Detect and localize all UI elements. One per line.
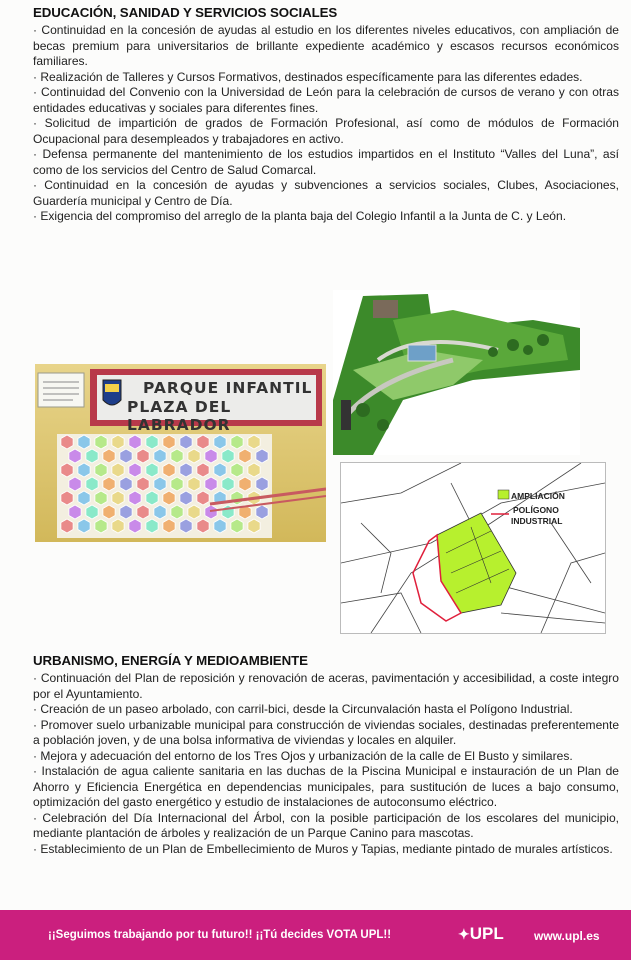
mosaic-tile — [86, 477, 98, 491]
mosaic-tile — [129, 491, 141, 505]
list-item: · Continuidad en la concesión de ayudas y subvenciones a servicios sociales, Clubes, Asociaciones, Guardería municipal y Centro de Día. — [33, 178, 619, 209]
industrial-expansion-map — [340, 462, 606, 634]
mosaic-tile — [146, 435, 158, 449]
mosaic-tile — [205, 505, 217, 519]
mosaic-tile — [214, 435, 226, 449]
mosaic-tile — [61, 491, 73, 505]
list-item: · Solicitud de impartición de grados de Formación Profesional, así como de módulos de Formación Ocupacional para desempleados y trabajadores en activo. — [33, 116, 619, 147]
mosaic-tile — [78, 491, 90, 505]
mosaic-tile — [256, 505, 268, 519]
mosaic-tile — [197, 463, 209, 477]
mosaic-tile — [222, 449, 234, 463]
list-item: · Continuidad del Convenio con la Universidad de León para la celebración de cursos de verano y con otras entidades educativas y sociales para diferentes fines. — [33, 85, 619, 116]
mosaic-tile — [180, 519, 192, 533]
mosaic-tile — [248, 463, 260, 477]
mosaic-tile — [103, 477, 115, 491]
mosaic-tile — [256, 477, 268, 491]
mosaic-tile — [197, 491, 209, 505]
mosaic-tile — [205, 449, 217, 463]
mosaic-tile — [137, 449, 149, 463]
urbanism-list — [33, 671, 619, 857]
section-title-education: EDUCACIÓN, SANIDAD Y SERVICIOS SOCIALES — [33, 5, 338, 20]
mosaic-tile — [163, 519, 175, 533]
aerial-park-rendering — [333, 290, 580, 455]
list-item: · Defensa permanente del mantenimiento de los estudios impartidos en el Instituto “Valles del Luna”, así como de los servicios del Centro de Salud Comarcal. — [33, 147, 619, 178]
mosaic-tile — [86, 449, 98, 463]
mosaic-tile — [197, 519, 209, 533]
mosaic-tile — [86, 505, 98, 519]
mosaic-tile — [120, 449, 132, 463]
mosaic-tile — [231, 463, 243, 477]
mosaic-tile — [163, 463, 175, 477]
mosaic-tile — [205, 477, 217, 491]
mosaic-tile — [222, 477, 234, 491]
list-item: · Continuación del Plan de reposición y renovación de aceras, pavimentación y accesibilidad, a coste integro por el Ayuntamiento. — [33, 671, 619, 702]
mosaic-tile — [239, 449, 251, 463]
list-item: · Exigencia del compromiso del arreglo de la planta baja del Colegio Infantil a la Junta de C. y León. — [33, 209, 619, 225]
map-legend-label-3: INDUSTRIAL — [511, 516, 563, 526]
list-item: · Realización de Talleres y Cursos Formativos, destinados específicamente para las diferentes edades. — [33, 70, 619, 86]
mosaic-tile — [112, 463, 124, 477]
mosaic-tile — [154, 477, 166, 491]
mosaic-tile — [248, 519, 260, 533]
list-item: · Creación de un paseo arbolado, con carril-bici, desde la Circunvalación hasta el Polígono Industrial. — [33, 702, 619, 718]
mosaic-tile — [137, 505, 149, 519]
mosaic-tile — [95, 519, 107, 533]
upl-logo — [458, 924, 504, 944]
mosaic-tile — [214, 463, 226, 477]
map-legend-label-2: POLÍGONO — [513, 505, 559, 515]
aerial-rendering-illustration — [333, 290, 580, 455]
mosaic-tile — [69, 505, 81, 519]
mosaic-tile — [137, 477, 149, 491]
mosaic-tile — [214, 519, 226, 533]
mosaic-tile — [171, 449, 183, 463]
mosaic-tile — [95, 463, 107, 477]
mosaic-tile — [78, 435, 90, 449]
mosaic-tile — [129, 519, 141, 533]
mosaic-tile — [112, 435, 124, 449]
mosaic-tile — [231, 435, 243, 449]
list-item: · Mejora y adecuación del entorno de los Tres Ojos y urbanización de la calle de El Busto y similares. — [33, 749, 619, 765]
education-list — [33, 23, 619, 225]
mosaic-tile — [69, 449, 81, 463]
mosaic-tile — [171, 505, 183, 519]
mosaic-tile — [171, 477, 183, 491]
mosaic-tile — [69, 477, 81, 491]
mosaic-tile — [163, 491, 175, 505]
mosaic-tile — [222, 505, 234, 519]
list-item: · Instalación de agua caliente sanitaria en las duchas de la Piscina Municipal e instauración de un Plan de Ahorro y Eficiencia Energética en dependencias municipales, para sustitución de luces a bajo consumo, optimización del gasto energético y estudio de instalaciones de autoconsumo eléctrico. — [33, 764, 619, 811]
mosaic-tile — [163, 435, 175, 449]
mosaic-tile — [239, 477, 251, 491]
list-item: · Promover suelo urbanizable municipal para construcción de viviendas sociales, destinadas preferentemente a población joven, y de una bolsa informativa de viviendas y locales en alquiler. — [33, 718, 619, 749]
mosaic-tile — [129, 463, 141, 477]
list-item: · Celebración del Día Internacional del Árbol, con la posible participación de los escolares del municipio, mediante plantación de árboles y realización de un Parque Canino para mascotas. — [33, 811, 619, 842]
mosaic-tile — [146, 519, 158, 533]
mosaic-tile — [112, 491, 124, 505]
mosaic-tile — [180, 463, 192, 477]
logo-text: UPL — [469, 924, 504, 943]
mosaic-tile — [78, 519, 90, 533]
footer-slogan: ¡¡Seguimos trabajando por tu futuro!! ¡¡Tú decides VOTA UPL!! — [48, 929, 392, 941]
mosaic-tile — [188, 449, 200, 463]
star-icon: ✦ — [458, 926, 470, 942]
mosaic-tile — [180, 435, 192, 449]
section-title-urbanism: URBANISMO, ENERGÍA Y MEDIOAMBIENTE — [33, 653, 308, 668]
footer-banner — [0, 910, 631, 960]
website-link[interactable]: www.upl.es — [534, 929, 600, 943]
industrial-map-illustration — [341, 463, 605, 633]
mosaic-tile — [197, 435, 209, 449]
mosaic-tile — [231, 519, 243, 533]
mosaic-tile — [180, 491, 192, 505]
mosaic-tile — [95, 435, 107, 449]
mosaic-tile — [78, 463, 90, 477]
playground-sign-photo — [35, 364, 326, 542]
map-legend-label-1: AMPLIACIÓN — [511, 491, 565, 501]
mosaic-tile — [61, 519, 73, 533]
mosaic-tile — [61, 463, 73, 477]
mosaic-tile — [154, 449, 166, 463]
mosaic-tile — [103, 449, 115, 463]
mosaic-tile — [112, 519, 124, 533]
mosaic-tile — [120, 505, 132, 519]
list-item: · Establecimiento de un Plan de Embellecimiento de Muros y Tapias, mediante pintado de murales artísticos. — [33, 842, 619, 858]
mosaic-tile — [129, 435, 141, 449]
mosaic-tile — [103, 505, 115, 519]
list-item: · Continuidad en la concesión de ayudas al estudio en los diferentes niveles educativos, con ampliación de becas premium para universitarios de brillante expediente académico y escasos recursos económicos familiares. — [33, 23, 619, 70]
sign-line-2: PLAZA DEL LABRADOR — [127, 398, 232, 434]
mosaic-tile — [256, 449, 268, 463]
mosaic-tile — [95, 491, 107, 505]
mosaic-tile — [248, 435, 260, 449]
mosaic-tile — [61, 435, 73, 449]
sign-line-1: PARQUE INFANTIL — [143, 379, 313, 397]
mosaic-tile — [188, 477, 200, 491]
mosaic-tile — [146, 491, 158, 505]
mosaic-tile — [231, 491, 243, 505]
mosaic-tile — [188, 505, 200, 519]
mosaic-tile — [154, 505, 166, 519]
mosaic-tile — [120, 477, 132, 491]
mosaic-tile — [146, 463, 158, 477]
